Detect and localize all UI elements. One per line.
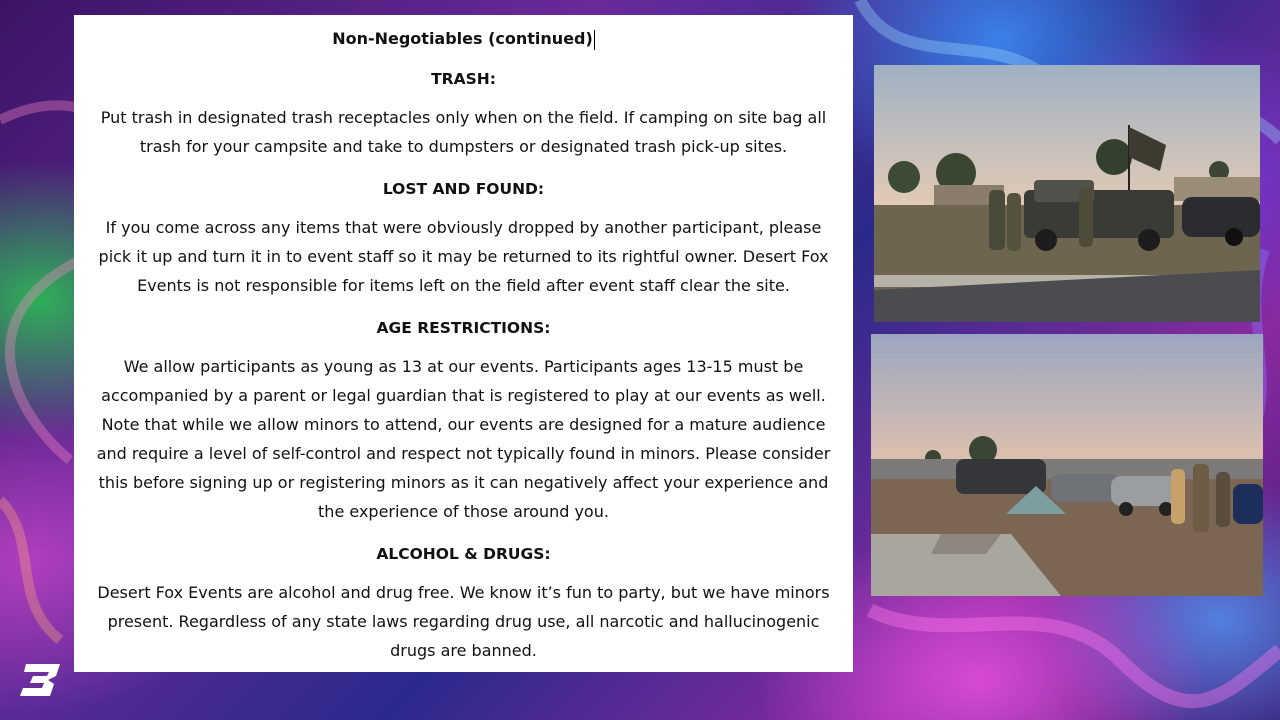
section-heading-lost-and-found: LOST AND FOUND: [382,180,545,198]
event-photo-trucks-flag [874,65,1260,322]
section-body-lost-and-found: If you come across any items that were obviously dropped by another participant, please pick it up and turn it in to event staff so it may be returned to its rightful owner. Desert Fox Events is not responsible for items left on the field after event staff clear the site. [98,218,829,295]
brand-logo [18,662,64,703]
document-page[interactable] [74,15,853,672]
section-heading-alcohol-drugs: ALCOHOL & DRUGS: [376,545,551,563]
section-body-age-restrictions: We allow participants as young as 13 at our events. Participants ages 13-15 must be accompanied by a parent or legal guardian that is registered to play at our events as well. Note that while we allow minors to attend, our events are designed for a mature audience and require a level of self-control and respect not typically found in minors. Please consider this before signing up or registering minors as it can negatively affect your experience and the experience of those around you. [96,357,831,521]
text-cursor [594,30,595,50]
section-heading-age-restrictions: AGE RESTRICTIONS: [376,319,551,337]
document-title: Non-Negotiables (continued) [332,29,593,48]
event-photo-campsite [871,334,1263,596]
section-body-alcohol-drugs: Desert Fox Events are alcohol and drug free. We know it’s fun to party, but we have minors present. Regardless of any state laws regarding drug use, all narcotic and hallucinogenic drugs are banned. [97,583,830,660]
section-body-trash: Put trash in designated trash receptacles only when on the field. If camping on site bag all trash for your campsite and take to dumpsters or designated trash pick-up sites. [100,108,827,156]
section-heading-trash: TRASH: [431,70,496,88]
